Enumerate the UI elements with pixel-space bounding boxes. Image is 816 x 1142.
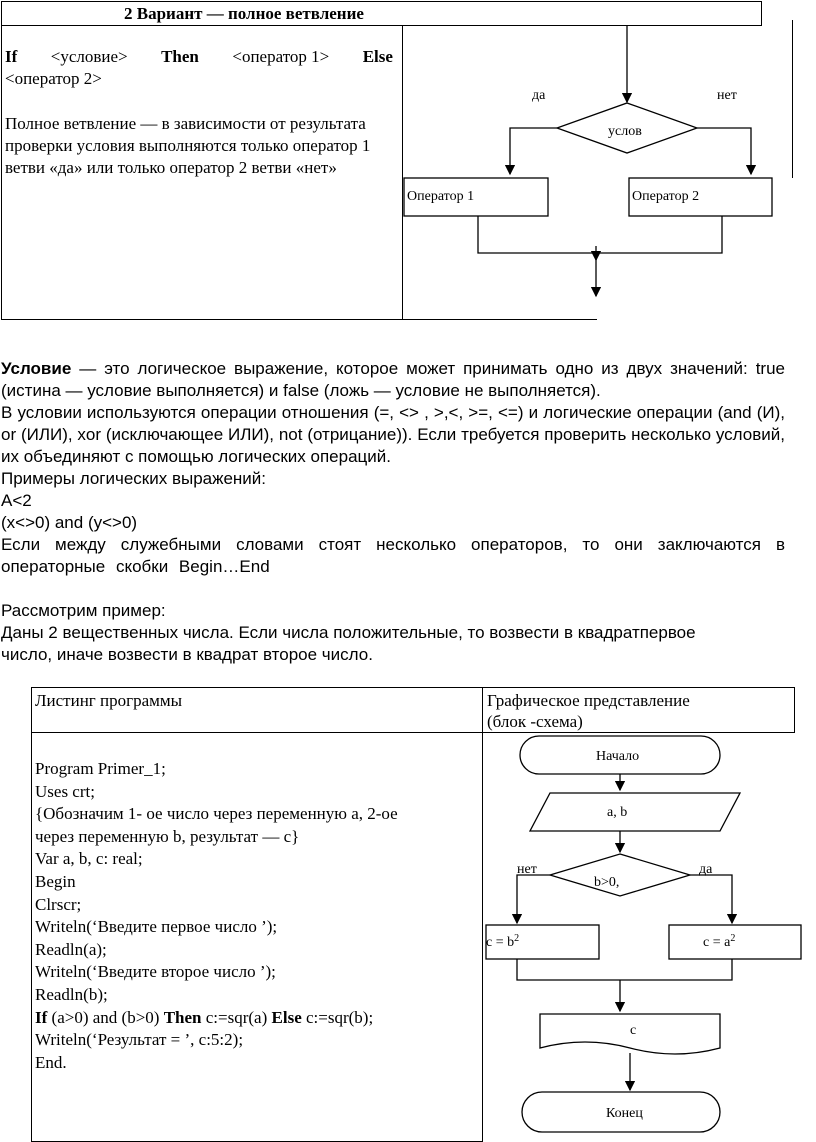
else-statement: c:=sqr(b); (301, 1007, 374, 1027)
yes-branch-line (690, 875, 732, 923)
task-line-1: Даны 2 вещественных числа. Если числа положительные, то возвести в квадратпервое (1, 623, 696, 642)
kw-then: Then (163, 1007, 202, 1027)
condition-term: Условие (1, 359, 72, 378)
example-1: A<2 (1, 491, 32, 510)
top-right-border-bottom (402, 319, 597, 320)
code-line: Begin (35, 871, 76, 891)
condition-definition (1, 358, 785, 402)
code-line: Readln(a); (35, 939, 107, 959)
syntax-line-1 (5, 46, 393, 68)
code-line: Writeln(‘Введите первое число ’); (35, 917, 278, 937)
program-flowchart (470, 730, 810, 1135)
full-branch-description: Полное ветвление — в зависимости от результата проверки условия выполняются только оператор 1 ветви «да» или только оператор 2 ветви «нет» (5, 114, 371, 177)
merge-line (517, 959, 732, 980)
then-statement: c:=sqr(a) (201, 1007, 272, 1027)
diagram-operator-2-label: Оператор 2 (632, 189, 700, 204)
code-line-if (35, 1007, 398, 1030)
diagram-merge-line (478, 216, 722, 253)
example-heading: Рассмотрим пример: (1, 601, 166, 620)
yes-label: да (699, 862, 713, 877)
input-parallelogram (530, 793, 740, 831)
code-line: Program Primer_1; (35, 759, 166, 778)
no-branch-line (517, 875, 550, 923)
program-listing (35, 758, 398, 1074)
diagram-no-branch (697, 128, 751, 174)
end-label: Конец (606, 1106, 643, 1121)
syntax-condition: <условие> (50, 47, 128, 66)
diagram-operator-1-label: Оператор 1 (407, 189, 475, 204)
code-line: Clrscr; (35, 894, 82, 914)
begin-end-paragraph: Если между служебными словами стоят несколько операторов, то они заключаются в операторные скобки Begin…End (1, 535, 785, 576)
code-line: Writeln(‘Результат = ’, c:5:2); (35, 1030, 244, 1050)
condition-label: b>0, (594, 875, 620, 890)
condition-diamond (550, 854, 690, 896)
example-2: (x<>0) and (y<>0) (1, 513, 138, 532)
code-line: через переменную b, результат — c} (35, 826, 300, 846)
task-line-2: число, иначе возвести в квадрат второе число. (1, 645, 373, 664)
examples-heading: Примеры логических выражений: (1, 469, 267, 488)
code-line: Readln(b); (35, 984, 108, 1004)
kw-if: If (35, 1007, 48, 1027)
listing-header: Листинг программы (35, 691, 183, 710)
right-assign-label: $c = a^2$ (703, 933, 736, 950)
input-label: a, b (607, 805, 628, 820)
diagram-yes-branch (510, 128, 557, 174)
no-label: нет (517, 862, 537, 877)
body-text (1, 358, 785, 666)
code-line: Writeln(‘Введите второе число ’); (35, 962, 276, 982)
branch-diagram (400, 20, 800, 310)
diagram-header-line-1: Графическое представление (487, 691, 690, 710)
start-label: Начало (596, 749, 640, 764)
kw-then: Then (161, 47, 199, 66)
code-line: Uses crt; (35, 781, 95, 801)
syntax-operator-1: <оператор 1> (232, 47, 330, 66)
output-label: c (630, 1023, 637, 1038)
kw-else: Else (362, 47, 393, 66)
code-line: {Обозначим 1- ое число через переменную a, 2-ое (35, 804, 398, 824)
diagram-no-label: нет (717, 88, 737, 103)
condition-definition-rest: — это логическое выражение, которое может принимать одно из двух значений: true (истина — условие выполняется) и false (ложь — условие не выполняется). (1, 359, 785, 400)
top-header-title: 2 Вариант — полное ветвление (124, 4, 364, 23)
diagram-condition-label: услов (608, 124, 642, 139)
syntax-line-2: <оператор 2> (5, 69, 102, 88)
if-condition: (a>0) and (b>0) (47, 1007, 164, 1027)
diagram-header-line-2: (блок -схема) (487, 712, 583, 731)
code-line: End. (35, 1052, 67, 1072)
code-line: Var a, b, c: real; (35, 849, 143, 869)
kw-else: Else (271, 1007, 302, 1027)
left-assign-label: $c = b^2$ (486, 933, 520, 950)
diagram-yes-label: да (532, 88, 546, 103)
kw-if: If (5, 47, 18, 66)
operations-paragraph: В условии используются операции отношения (=, <> , >,<, >=, <=) и логические операции (and (И), or (ИЛИ), xor (исключающее ИЛИ), not (отрицание)). Если требуется проверить несколько условий, их объединяют с помощью логических операций. (1, 403, 785, 466)
